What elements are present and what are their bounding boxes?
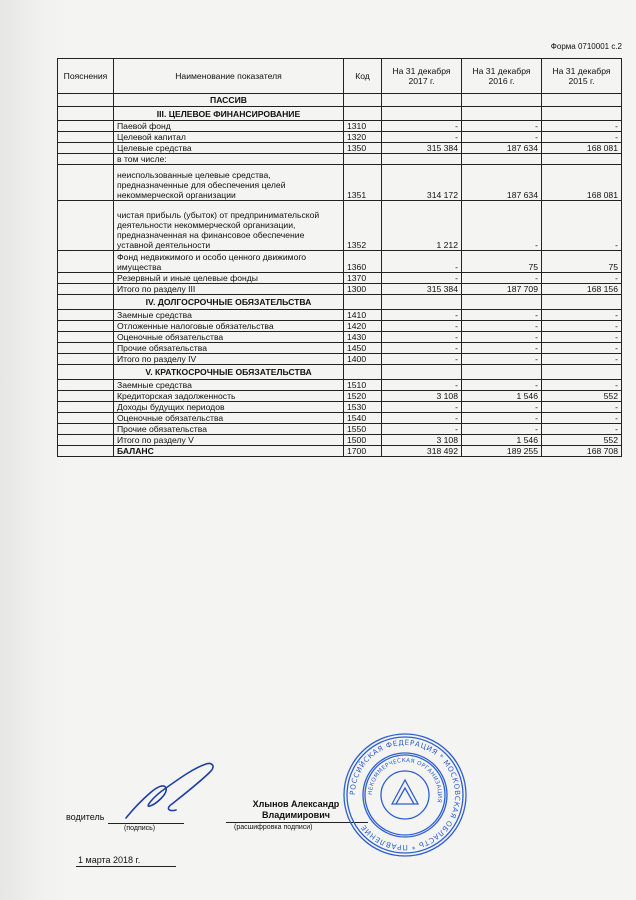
- table-row: [58, 354, 622, 365]
- value-2015: [542, 107, 622, 121]
- row-name: Итого по разделу V: [114, 435, 344, 446]
- row-code: 1310: [344, 121, 382, 132]
- seal-ring-text: РОССИЙСКАЯ ФЕДЕРАЦИЯ * МОСКОВСКАЯ ОБЛАСТЬ * ПРАВЛЕНИЕ: [347, 737, 463, 853]
- table-row: [58, 154, 622, 165]
- value-2015: 168 081: [542, 143, 622, 154]
- value-2017: -: [382, 132, 462, 143]
- value-2017: 318 492: [382, 446, 462, 457]
- row-code: 1410: [344, 310, 382, 321]
- value-2017: [382, 295, 462, 310]
- value-2016: 187 634: [462, 143, 542, 154]
- value-2016: -: [462, 321, 542, 332]
- value-2015: -: [542, 343, 622, 354]
- table-row: [58, 273, 622, 284]
- table-row: [58, 107, 622, 121]
- row-code: 1520: [344, 391, 382, 402]
- row-name: БАЛАНС: [114, 446, 344, 457]
- signature-area: [0, 737, 636, 900]
- value-2015: 552: [542, 391, 622, 402]
- table-row: [58, 321, 622, 332]
- value-2016: 75: [462, 251, 542, 273]
- row-name: Оценочные обязательства: [114, 332, 344, 343]
- notes-cell: [58, 121, 114, 132]
- value-2016: -: [462, 354, 542, 365]
- value-2017: -: [382, 121, 462, 132]
- row-code: 1550: [344, 424, 382, 435]
- row-code: 1360: [344, 251, 382, 273]
- value-2016: -: [462, 343, 542, 354]
- table-row: [58, 165, 622, 201]
- notes-cell: [58, 435, 114, 446]
- value-2016: -: [462, 380, 542, 391]
- table-row: [58, 132, 622, 143]
- signatory-name: Хлынов Александр Владимирович: [252, 799, 340, 820]
- notes-cell: [58, 107, 114, 121]
- value-2017: -: [382, 402, 462, 413]
- row-code: [344, 154, 382, 165]
- value-2016: [462, 154, 542, 165]
- row-name: Целевой капитал: [114, 132, 344, 143]
- table-row: [58, 424, 622, 435]
- table-row: [58, 284, 622, 295]
- notes-cell: [58, 321, 114, 332]
- value-2016: 189 255: [462, 446, 542, 457]
- value-2016: -: [462, 273, 542, 284]
- date-line: [76, 866, 176, 867]
- table-row: [58, 343, 622, 354]
- value-2017: -: [382, 424, 462, 435]
- notes-cell: [58, 201, 114, 251]
- notes-cell: [58, 424, 114, 435]
- value-2016: -: [462, 413, 542, 424]
- value-2015: [542, 295, 622, 310]
- value-2015: 552: [542, 435, 622, 446]
- table-row: [58, 94, 622, 107]
- row-code: 1351: [344, 165, 382, 201]
- value-2015: -: [542, 132, 622, 143]
- value-2016: [462, 365, 542, 380]
- notes-cell: [58, 354, 114, 365]
- row-name: Резервный и иные целевые фонды: [114, 273, 344, 284]
- row-code: 1370: [344, 273, 382, 284]
- value-2015: 168 708: [542, 446, 622, 457]
- header-notes: Пояснения: [58, 59, 114, 94]
- notes-cell: [58, 94, 114, 107]
- notes-cell: [58, 154, 114, 165]
- row-code: 1320: [344, 132, 382, 143]
- value-2017: -: [382, 413, 462, 424]
- notes-cell: [58, 446, 114, 457]
- value-2016: -: [462, 132, 542, 143]
- value-2017: [382, 107, 462, 121]
- row-code: 1430: [344, 332, 382, 343]
- notes-cell: [58, 165, 114, 201]
- form-label: Форма 0710001 с.2: [550, 42, 622, 51]
- value-2017: -: [382, 321, 462, 332]
- table-row: [58, 365, 622, 380]
- name-caption: (расшифровка подписи): [234, 824, 313, 831]
- table-row: [58, 413, 622, 424]
- notes-cell: [58, 310, 114, 321]
- row-name: III. ЦЕЛЕВОЕ ФИНАНСИРОВАНИЕ: [114, 107, 344, 121]
- row-code: 1700: [344, 446, 382, 457]
- value-2017: 315 384: [382, 284, 462, 295]
- signature-role: водитель: [66, 812, 105, 822]
- row-name: Прочие обязательства: [114, 343, 344, 354]
- value-2017: -: [382, 310, 462, 321]
- signature-caption: (подпись): [124, 825, 156, 832]
- row-name: Итого по разделу III: [114, 284, 344, 295]
- value-2017: 315 384: [382, 143, 462, 154]
- row-code: [344, 107, 382, 121]
- row-name: Фонд недвижимого и особо ценного движимого имущества: [114, 251, 344, 273]
- value-2016: -: [462, 332, 542, 343]
- value-2016: [462, 94, 542, 107]
- value-2017: -: [382, 380, 462, 391]
- table-row: [58, 201, 622, 251]
- balance-table: [57, 58, 622, 457]
- table-row: [58, 332, 622, 343]
- notes-cell: [58, 413, 114, 424]
- value-2016: 1 546: [462, 391, 542, 402]
- table-row: [58, 295, 622, 310]
- value-2016: -: [462, 424, 542, 435]
- row-name: Итого по разделу IV: [114, 354, 344, 365]
- value-2017: -: [382, 343, 462, 354]
- row-name: Паевой фонд: [114, 121, 344, 132]
- notes-cell: [58, 343, 114, 354]
- value-2017: [382, 154, 462, 165]
- value-2015: -: [542, 321, 622, 332]
- notes-cell: [58, 380, 114, 391]
- value-2015: [542, 365, 622, 380]
- notes-cell: [58, 391, 114, 402]
- signature-line: [108, 823, 184, 824]
- header-2017: На 31 декабря 2017 г.: [382, 59, 462, 94]
- value-2015: -: [542, 354, 622, 365]
- row-name: Прочие обязательства: [114, 424, 344, 435]
- header-name: Наименование показателя: [114, 59, 344, 94]
- table-row: [58, 251, 622, 273]
- notes-cell: [58, 332, 114, 343]
- table-row: [58, 391, 622, 402]
- row-name: Отложенные налоговые обязательства: [114, 321, 344, 332]
- value-2017: 1 212: [382, 201, 462, 251]
- row-name: ПАССИВ: [114, 94, 344, 107]
- value-2015: [542, 154, 622, 165]
- value-2016: 187 709: [462, 284, 542, 295]
- value-2017: 3 108: [382, 391, 462, 402]
- value-2017: 3 108: [382, 435, 462, 446]
- notes-cell: [58, 132, 114, 143]
- row-name: Заемные средства: [114, 380, 344, 391]
- value-2015: -: [542, 310, 622, 321]
- row-code: 1352: [344, 201, 382, 251]
- value-2015: [542, 94, 622, 107]
- row-code: 1400: [344, 354, 382, 365]
- value-2017: 314 172: [382, 165, 462, 201]
- value-2017: -: [382, 354, 462, 365]
- row-name: Целевые средства: [114, 143, 344, 154]
- row-name: в том числе:: [114, 154, 344, 165]
- row-name: Доходы будущих периодов: [114, 402, 344, 413]
- table-row: [58, 435, 622, 446]
- notes-cell: [58, 251, 114, 273]
- table-header-row: [58, 59, 622, 94]
- row-code: 1300: [344, 284, 382, 295]
- value-2015: 75: [542, 251, 622, 273]
- value-2015: -: [542, 413, 622, 424]
- row-code: 1450: [344, 343, 382, 354]
- value-2016: -: [462, 402, 542, 413]
- row-code: 1530: [344, 402, 382, 413]
- row-code: 1500: [344, 435, 382, 446]
- table-row: [58, 121, 622, 132]
- value-2016: -: [462, 310, 542, 321]
- value-2015: -: [542, 273, 622, 284]
- notes-cell: [58, 273, 114, 284]
- value-2016: [462, 295, 542, 310]
- value-2016: -: [462, 121, 542, 132]
- notes-cell: [58, 365, 114, 380]
- table-row: [58, 446, 622, 457]
- seal-inner-text: НЕКОММЕРЧЕСКАЯ ОРГАНИЗАЦИЯ: [367, 757, 443, 804]
- row-name: чистая прибыль (убыток) от предпринимательской деятельности некоммерческой организации, предназначенная на финансовое обеспечение уставной деятельности: [114, 201, 344, 251]
- row-code: 1350: [344, 143, 382, 154]
- handwritten-signature: [120, 760, 220, 822]
- row-name: Заемные средства: [114, 310, 344, 321]
- header-code: Код: [344, 59, 382, 94]
- table-row: [58, 402, 622, 413]
- row-name: неиспользованные целевые средства, предназначенные для обеспечения целей некоммерческой организации: [114, 165, 344, 201]
- value-2015: 168 081: [542, 165, 622, 201]
- row-name: V. КРАТКОСРОЧНЫЕ ОБЯЗАТЕЛЬСТВА: [114, 365, 344, 380]
- row-code: [344, 94, 382, 107]
- organization-seal: [340, 730, 470, 860]
- notes-cell: [58, 402, 114, 413]
- value-2016: 1 546: [462, 435, 542, 446]
- table-row: [58, 143, 622, 154]
- notes-cell: [58, 295, 114, 310]
- value-2016: 187 634: [462, 165, 542, 201]
- notes-cell: [58, 284, 114, 295]
- row-code: [344, 365, 382, 380]
- value-2015: -: [542, 380, 622, 391]
- value-2015: -: [542, 121, 622, 132]
- value-2017: -: [382, 251, 462, 273]
- value-2017: [382, 94, 462, 107]
- value-2016: [462, 107, 542, 121]
- row-code: 1540: [344, 413, 382, 424]
- value-2015: 168 156: [542, 284, 622, 295]
- row-code: [344, 295, 382, 310]
- value-2017: [382, 365, 462, 380]
- value-2016: -: [462, 201, 542, 251]
- row-name: Кредиторская задолженность: [114, 391, 344, 402]
- notes-cell: [58, 143, 114, 154]
- row-code: 1510: [344, 380, 382, 391]
- value-2015: -: [542, 402, 622, 413]
- row-name: Оценочные обязательства: [114, 413, 344, 424]
- row-code: 1420: [344, 321, 382, 332]
- value-2017: -: [382, 273, 462, 284]
- row-name: IV. ДОЛГОСРОЧНЫЕ ОБЯЗАТЕЛЬСТВА: [114, 295, 344, 310]
- signature-date: 1 марта 2018 г.: [78, 855, 141, 865]
- table-row: [58, 380, 622, 391]
- value-2017: -: [382, 332, 462, 343]
- value-2015: -: [542, 332, 622, 343]
- table-row: [58, 310, 622, 321]
- table-body: [58, 94, 622, 457]
- header-2016: На 31 декабря 2016 г.: [462, 59, 542, 94]
- value-2015: -: [542, 201, 622, 251]
- header-2015: На 31 декабря 2015 г.: [542, 59, 622, 94]
- value-2015: -: [542, 424, 622, 435]
